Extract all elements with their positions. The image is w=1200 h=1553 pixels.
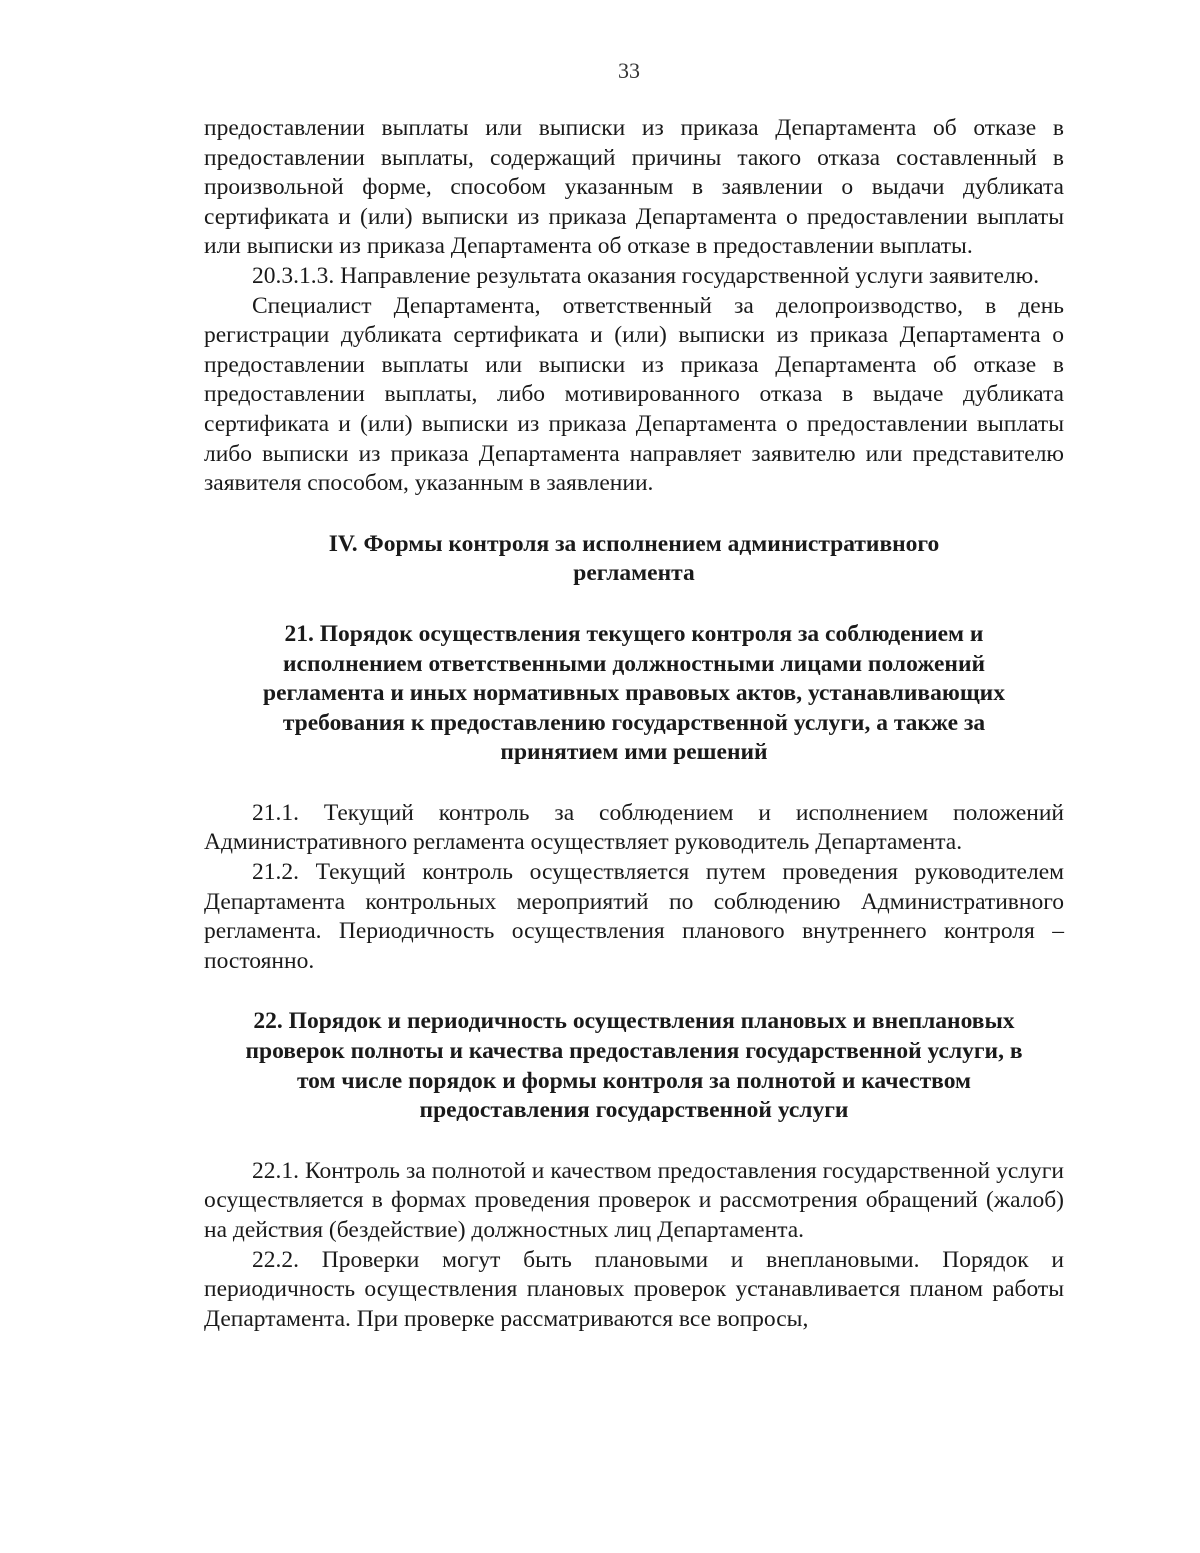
paragraph-21-1: 21.1. Текущий контроль за соблюдением и исполнением положений Административного регламента осуществляет руководитель Департамента. bbox=[204, 799, 1064, 856]
spacer bbox=[204, 1126, 1064, 1157]
section-iv-heading-line: регламента bbox=[573, 560, 695, 587]
paragraph-continuation: предоставлении выплаты или выписки из приказа Департамента об отказе в предоставлении выплаты, содержащий причины такого отказа составленный в произвольной форме, способом указанным в заявлении о выдачи дубликата сертификата и (или) выписки из приказа Департамента о предоставлении выплаты или выписки из приказа Департамента об отказе в предоставлении выплаты. bbox=[204, 115, 1064, 260]
paragraph-specialist: Специалист Департамента, ответственный за делопроизводство, в день регистрации дубликата сертификата и (или) выписки из приказа Департамента о предоставлении выплаты или выписки из приказа Департамента об отказе в предоставлении выплаты, либо мотивированного отказа в выдаче дубликата сертификата и (или) выписки из приказа Департамента о предоставлении выплаты либо выписки из приказа Департамента направляет заявителю или представителю заявителя способом, указанным в заявлении. bbox=[204, 292, 1064, 497]
section-22-heading-line: 22. Порядок и периодичность осуществления плановых и внеплановых bbox=[253, 1008, 1015, 1035]
section-21-heading-line: регламента и иных нормативных правовых актов, устанавливающих bbox=[263, 680, 1005, 707]
section-22-heading bbox=[204, 1007, 1064, 1125]
section-21-heading-line: требования к предоставлению государственной услуги, а также за bbox=[282, 709, 986, 736]
section-21-heading-line: 21. Порядок осуществления текущего контроля за соблюдением и bbox=[284, 620, 984, 647]
page-number: 33 bbox=[618, 58, 640, 83]
section-22-heading-line: предоставления государственной услуги bbox=[419, 1097, 849, 1124]
paragraph-21-2: 21.2. Текущий контроль осуществляется путем проведения руководителем Департамента контрольных мероприятий по соблюдению Административного регламента. Периодичность осуществления планового внутреннего контроля – постоянно. bbox=[204, 859, 1064, 974]
section-22-heading-line: проверок полноты и качества предоставления государственной услуги, в bbox=[245, 1038, 1023, 1065]
section-21-heading-line: принятием ими решений bbox=[500, 739, 768, 766]
paragraph-22-1: 22.1. Контроль за полнотой и качеством предоставления государственной услуги осуществляется в формах проведения проверок и рассмотрения обращений (жалоб) на действия (бездействие) должностных лиц Департамента. bbox=[204, 1157, 1064, 1243]
paragraph-22-2: 22.2. Проверки могут быть плановыми и внеплановыми. Порядок и периодичность осуществления плановых проверок устанавливается планом работы Департамента. При проверке рассматриваются все вопросы, bbox=[204, 1246, 1064, 1332]
spacer bbox=[204, 768, 1064, 799]
section-iv-heading bbox=[204, 530, 1064, 589]
section-iv-heading-line: IV. Формы контроля за исполнением административного bbox=[328, 530, 940, 557]
paragraph-20-3-1-3: 20.3.1.3. Направление результата оказания государственной услуги заявителю. bbox=[252, 262, 1040, 289]
section-21-heading bbox=[204, 620, 1064, 768]
section-21-heading-line: исполнением ответственными должностными лицами положений bbox=[282, 650, 986, 677]
document-body bbox=[204, 114, 1064, 1334]
section-22-heading-line: том числе порядок и формы контроля за полнотой и качеством bbox=[296, 1067, 972, 1094]
